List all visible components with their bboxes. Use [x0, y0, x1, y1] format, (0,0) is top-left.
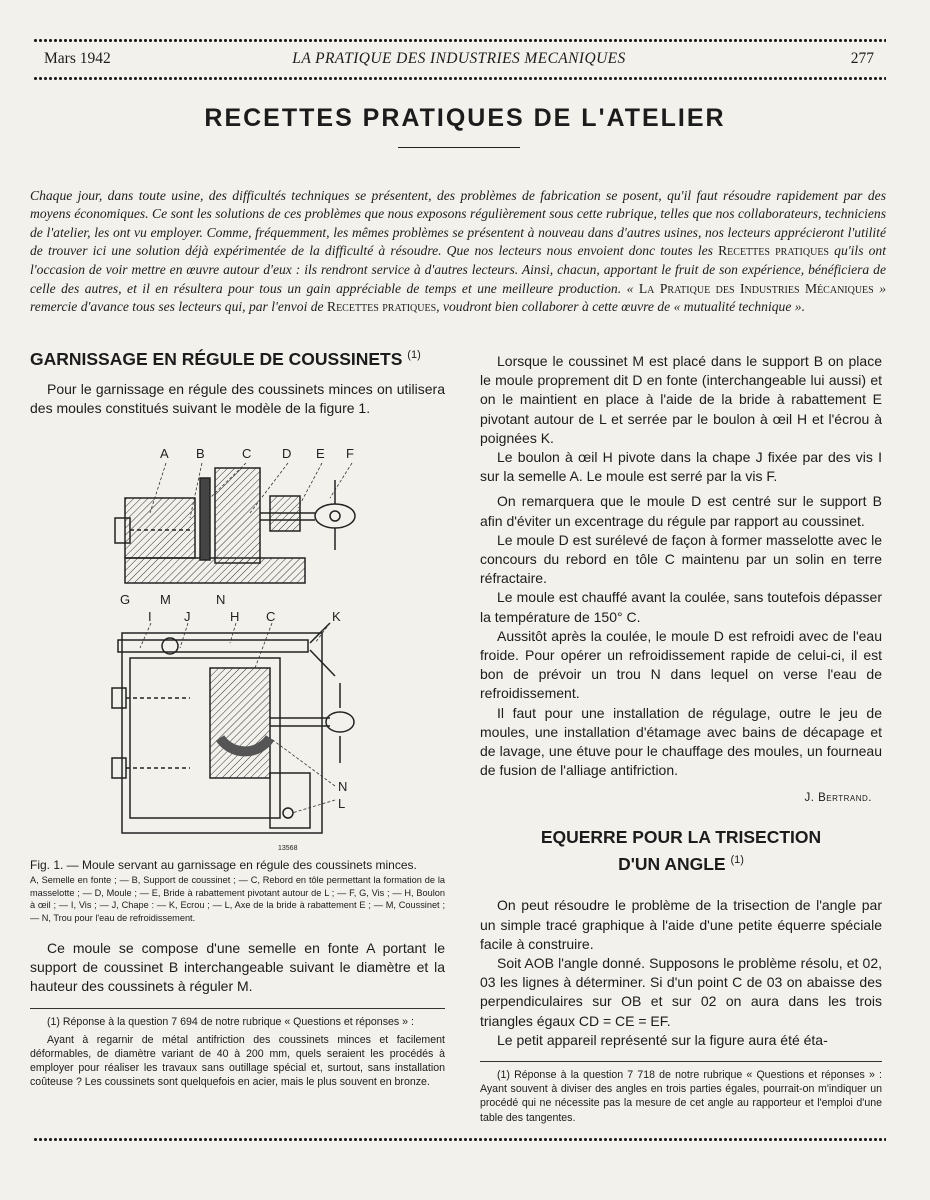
- label-K: K: [332, 609, 341, 625]
- label-J: J: [184, 609, 191, 625]
- footnote-rule: [480, 1061, 882, 1062]
- article2-paragraph: On peut résoudre le problème de la trisection de l'angle par un simple tracé graphique à l'aide d'une petite équerre spéciale facile à construire.: [480, 897, 882, 952]
- label-F: F: [346, 446, 354, 462]
- article1-paragraph: Lorsque le coussinet M est placé dans le support B on place le moule proprement dit D en fonte (interchangeable lui aussi) et on le maintient en place à l'aide de la bride à rabattement E pivotant autour de L et serrée par le boulon à œil H et l'écrou à poignées K.: [480, 353, 882, 446]
- article1-paragraph: Aussitôt après la coulée, le moule D est refroidi avec de l'eau froide. Pour opérer un refroidissement rapide de celui-ci, il est bon de prévoir un trou N dans lequel on verse l'eau de refroidissement.: [480, 627, 882, 702]
- article2-note-ref: (1): [730, 854, 744, 867]
- figure-legend: A, Semelle en fonte ; — B, Support de coussinet ; — C, Rebord en tôle permettant la formation de la masselotte ; — D, Moule ; — E, Bride à rabattement pivotant autour de L ; — F, G, Vis ; — H, Boulon à œil ; — I, Vis ; — J, Chape : — K, Ecrou ; — L, Axe de la bride à rabattement E ; — M, Coussinet ; — N, Trou pour l'eau de refroidissement.: [30, 875, 445, 923]
- left-column: [30, 349, 445, 1090]
- article1-signature: J. Bertrand.: [804, 792, 872, 805]
- label-N-plan: N: [338, 779, 348, 795]
- right-column: [480, 352, 882, 1125]
- article1-paragraph: Le boulon à œil H pivote dans la chape J fixée par des vis I sur la semelle A. Le moule est serré par la vis F.: [480, 449, 882, 485]
- header-dotted-rule: [33, 76, 886, 81]
- article1-title: GARNISSAGE EN RÉGULE DE COUSSINETS $^{(1)}$: [30, 349, 421, 369]
- article2-paragraph: Soit AOB l'angle donné. Supposons le problème résolu, et 02, 03 les lignes à déterminer. Si d'un point C de 03 on abaisse des perpendiculaires sur OB et sur 02 on aura dans les trois triangles égaux CD = CE = EF.: [480, 954, 882, 1029]
- label-B: B: [196, 446, 205, 462]
- article1-paragraph: Il faut pour une installation de régulage, outre le jeu de moules, une installation d'étamage avec bains de décapage et de lavage, une étuve pour le chauffage des moules, un fourneau de fusion de l'alliage antifriction.: [480, 704, 882, 779]
- article1-paragraph: Le moule D est surélevé de façon à former masselotte avec le concours du rebord en tôle C maintenu par un solin en terre réfractaire.: [480, 531, 882, 587]
- article1-paragraph: Ce moule se compose d'une semelle en fonte A portant le support de coussinet B interchangeable suivant le diamètre et la hauteur des coussinets à réguler M.: [30, 940, 445, 995]
- plan-view: [112, 623, 354, 833]
- running-header: [44, 50, 874, 70]
- page-title: RECETTES PRATIQUES DE L'ATELIER: [204, 104, 726, 132]
- article2-footnote: (1) Réponse à la question 7 718 de notre rubrique « Questions et réponses » : Ayant souvent à diviser des angles en trois parties égales, pourrait-on m'indiquer un procédé qui ne nécessite pas la mesure de cet angle au rapporteur et l'emploi d'une table des tangentes.: [480, 1068, 882, 1124]
- label-G: G: [120, 592, 131, 608]
- article1-footnote-text: Ayant à regarnir de métal antifriction des coussinets minces et facilement déformables, de diamètre variant de 40 à 200 mm, quels seraient les procédés à employer pour réaliser les travaux sans outillage spécial et, surtout, sans installation coûteuse ? Les coussinets sont quelquefois en acier, mais le plus souvent en bronze.: [30, 1033, 445, 1089]
- article1-note-ref: (1): [407, 349, 421, 362]
- article2-title: EQUERRE POUR LA TRISECTION D'UN ANGLE $^{(1)}$: [540, 827, 822, 875]
- intro-paragraph: Chaque jour, dans toute usine, des difficultés techniques se présentent, des problèmes de fabrication se posent, qu'il faut résoudre rapidement par des moyens économiques. Ce sont les solutions de ces problèmes que nous exposons régulièrement sous cette rubrique, telles que nos collaborateurs, techniciens de l'atelier, les ont vu employer. Comme, fréquemment, les mêmes problèmes se présentent à nouveau dans d'autres usines, nos lecteurs apprécieront l'utilité de trouver ici une solution déjà expérimentée de la difficulté à résoudre. Que nos lecteurs nous envoient donc toutes les Recettes pratiques qu'ils ont l'occasion de voir mettre en œuvre autour d'eux : ils rendront service à d'autres lecteurs. Ainsi, chacun, apportant le fruit de son expérience, bénéficiera de celle des autres, et il en résultera pour tous un gain appréciable de temps et une meilleure production. « La Pratique des Industries Mécaniques » remercie d'avance tous ses lecteurs qui, par l'envoi de Recettes pratiques, voudront bien collaborer à cette œuvre de « mutualité technique ».: [30, 187, 886, 315]
- footnote-rule: [30, 1008, 445, 1009]
- bottom-dotted-rule: [33, 1137, 886, 1142]
- label-L: L: [338, 796, 346, 812]
- label-M: M: [160, 592, 171, 608]
- label-H: H: [230, 609, 240, 625]
- label-A: A: [160, 446, 169, 462]
- figure-1-mould-drawing: [30, 418, 445, 856]
- label-N: N: [216, 592, 226, 608]
- article1-footnote-ref: (1) Réponse à la question 7 694 de notre rubrique « Questions et réponses » :: [47, 1015, 414, 1028]
- article2-paragraph: Le petit appareil représenté sur la figure aura été éta-: [497, 1031, 828, 1048]
- issue-date: Mars 1942: [44, 50, 111, 67]
- title-underline: [398, 147, 520, 148]
- journal-title: LA PRATIQUE DES INDUSTRIES MECANIQUES: [292, 50, 626, 67]
- top-dotted-rule: [33, 38, 886, 43]
- page-number: 277: [850, 50, 874, 67]
- article1-paragraph: Le moule est chauffé avant la coulée, sans toutefois dépasser la température de 150° C.: [480, 589, 882, 625]
- label-E: E: [316, 446, 325, 462]
- section-view: [115, 468, 355, 583]
- figure-caption: Fig. 1. — Moule servant au garnissage en régule des coussinets minces.: [30, 858, 417, 873]
- label-D: D: [282, 446, 292, 462]
- label-C-plan: C: [266, 609, 276, 625]
- figure-number-mark: 13568: [278, 845, 298, 853]
- article1-paragraph: Pour le garnissage en régule des coussinets minces on utilisera des moules constitués suivant le modèle de la figure 1.: [30, 381, 445, 417]
- label-I: I: [148, 609, 152, 625]
- label-C: C: [242, 446, 252, 462]
- article1-paragraph: On remarquera que le moule D est centré sur le support B afin d'éviter un excentrage du régule par rapport au coussinet.: [480, 493, 882, 529]
